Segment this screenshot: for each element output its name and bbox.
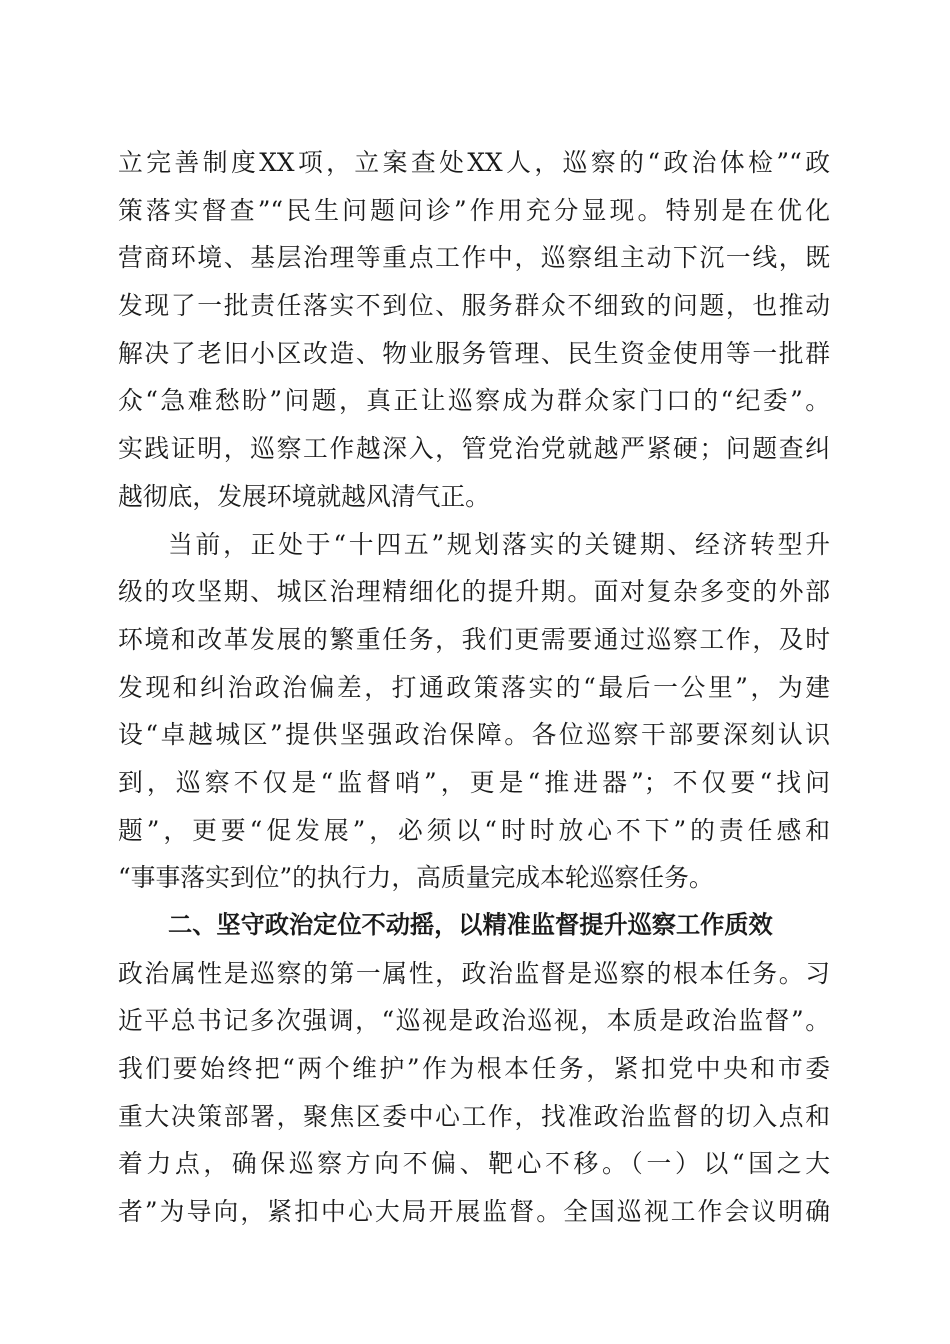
text-line-paragraph-start: 当前，正处于“十四五”规划落实的关键期、经济转型升 (168, 529, 830, 559)
text-line: 环境和改革发展的繁重任务，我们更需要通过巡察工作，及时 (118, 624, 830, 654)
text-line: 题”，更要“促发展”，必须以“时时放心不下”的责任感和 (118, 815, 830, 845)
text-line: 近平总书记多次强调，“巡视是政治巡视，本质是政治监督”。 (118, 1006, 830, 1036)
text-line: 重大决策部署，聚焦区委中心工作，找准政治监督的切入点和 (118, 1101, 830, 1131)
text-line: “事事落实到位”的执行力，高质量完成本轮巡察任务。 (118, 863, 714, 893)
text-line: 解决了老旧小区改造、物业服务管理、民生资金使用等一批群 (118, 338, 830, 368)
text-line: 发现了一批责任落实不到位、服务群众不细致的问题，也推动 (118, 291, 830, 321)
text-line: 设“卓越城区”提供坚强政治保障。各位巡察干部要深刻认识 (118, 720, 830, 750)
text-line: 越彻底，发展环境就越风清气正。 (118, 481, 490, 511)
text-line: 实践证明，巡察工作越深入，管党治党就越严紧硬；问题查纠 (118, 434, 830, 464)
text-line: 着力点，确保巡察方向不偏、靶心不移。（一）以“国之大 (118, 1149, 830, 1179)
text-line: 立完善制度XX项，立案查处XX人，巡察的“政治体检”“政 (118, 148, 830, 177)
text-line: 到，巡察不仅是“监督哨”，更是“推进器”；不仅要“找问 (118, 767, 830, 797)
text-line: 营商环境、基层治理等重点工作中，巡察组主动下沉一线，既 (118, 243, 830, 273)
document-body (118, 139, 830, 1236)
section-heading: 二、坚守政治定位不动摇，以精准监督提升巡察工作质效 (168, 911, 773, 939)
text-line: 级的攻坚期、城区治理精细化的提升期。面对复杂多变的外部 (118, 577, 830, 607)
text-line: 众“急难愁盼”问题，真正让巡察成为群众家门口的“纪委”。 (118, 386, 830, 416)
text-line: 我们要始终把“两个维护”作为根本任务，紧扣党中央和市委 (118, 1054, 830, 1084)
text-line: 发现和纠治政治偏差，打通政策落实的“最后一公里”，为建 (118, 672, 830, 702)
text-line: 策落实督查”“民生问题问诊”作用充分显现。特别是在优化 (118, 195, 830, 225)
text-line: 者”为导向，紧扣中心大局开展监督。全国巡视工作会议明确 (118, 1197, 830, 1227)
text-line: 政治属性是巡察的第一属性，政治监督是巡察的根本任务。习 (118, 958, 830, 988)
